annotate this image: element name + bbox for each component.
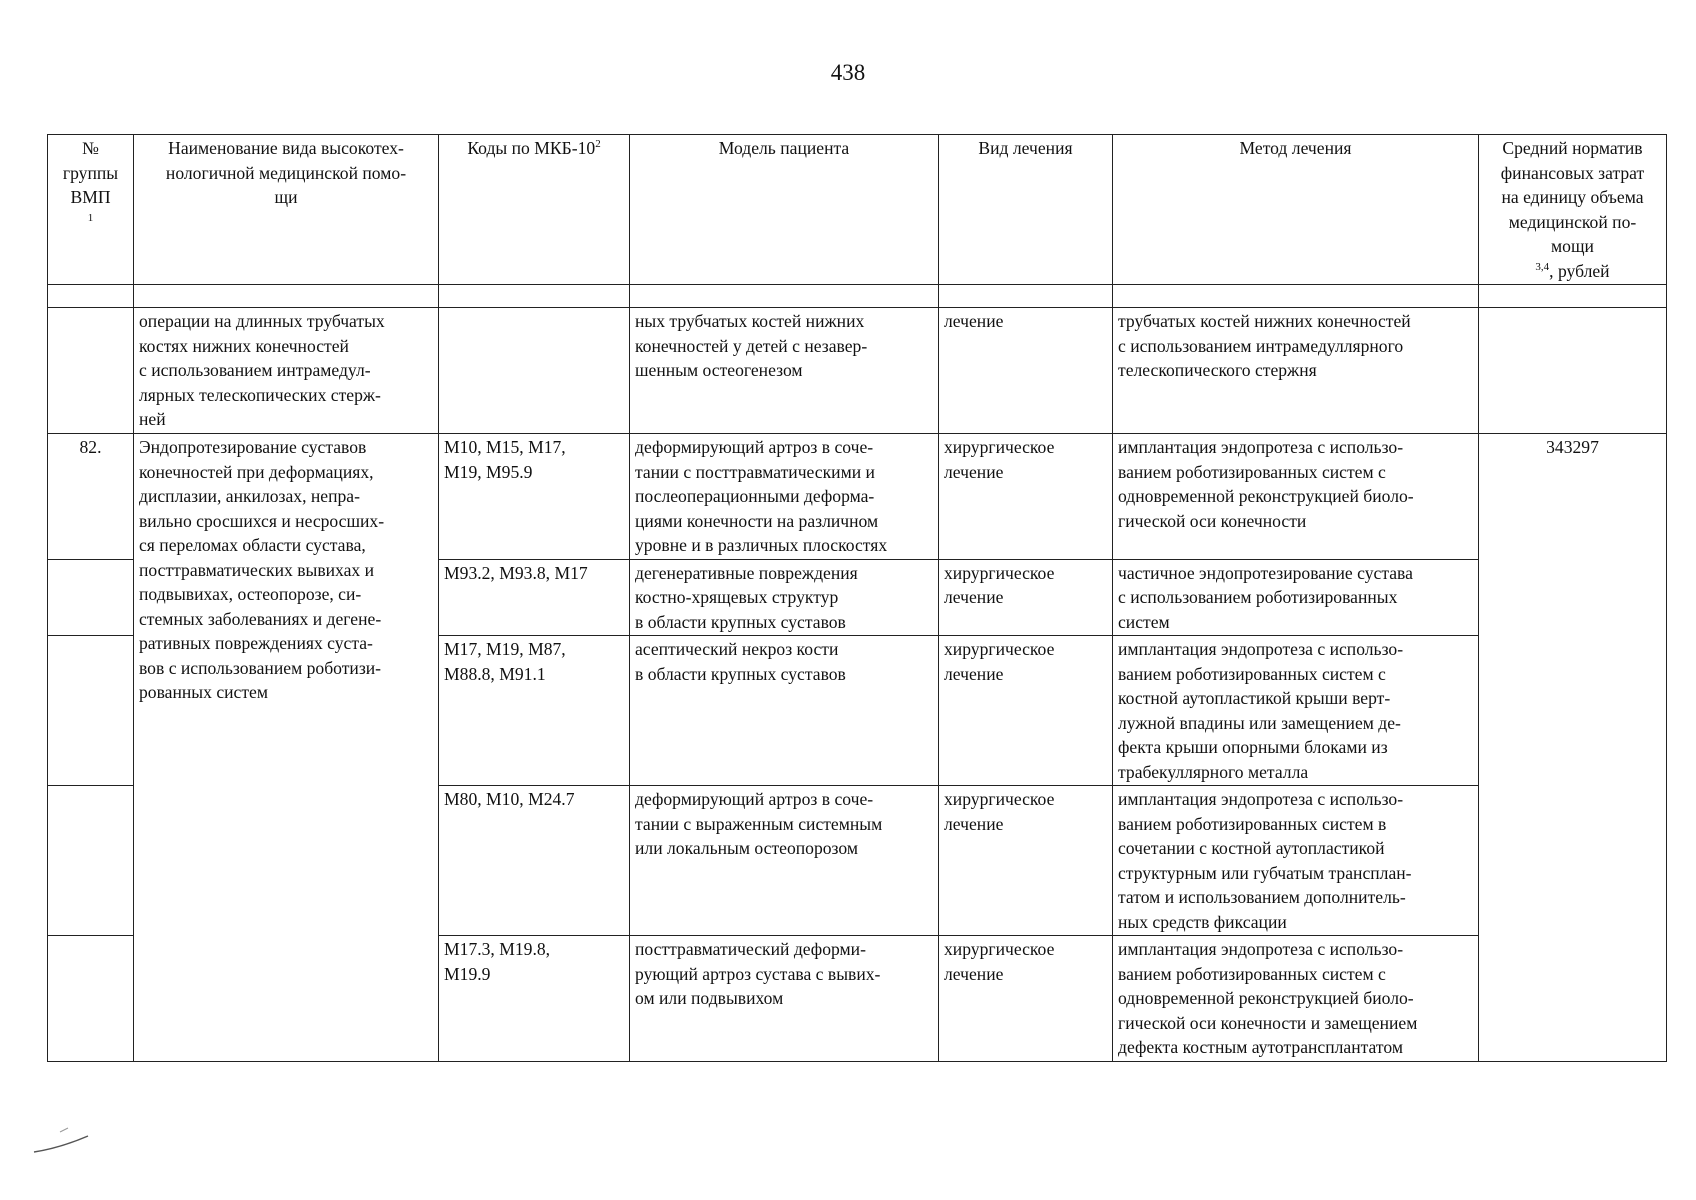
cell-treatment-type: хирургическое лечение (939, 434, 1113, 560)
cell-method: трубчатых костей нижних конечностей с использованием интрамедуллярного телескопического стержня (1113, 308, 1479, 434)
header-codes: Коды по МКБ-$10^2$ (439, 135, 630, 285)
header-cost: Средний норматив финансовых затрат на единицу объема медицинской по- мощи $^{3,4}$, рублей (1479, 135, 1667, 285)
cell-group-no (48, 308, 134, 434)
header-name: Наименование вида высокотех- нологичной медицинской помо- щи (134, 135, 439, 285)
cell-group-no (48, 559, 134, 636)
spacer-cell (48, 285, 134, 308)
spacer-cell (134, 285, 439, 308)
cell-treatment-type: хирургическое лечение (939, 936, 1113, 1062)
spacer-cell (1113, 285, 1479, 308)
spacer-row (48, 285, 1667, 308)
cell-treatment-type: хирургическое лечение (939, 786, 1113, 936)
cell-cost: 343297 (1479, 434, 1667, 1062)
cell-group-no (48, 786, 134, 936)
cell-method: имплантация эндопротеза с использо- ванием роботизированных систем с одновременной реконструкцией биоло- гической оси конечности (1113, 434, 1479, 560)
cell-name: операции на длинных трубчатых костях нижних конечностей с использованием интрамедул- лярных телескопических стерж- ней (134, 308, 439, 434)
cell-method: имплантация эндопротеза с использо- ванием роботизированных систем в сочетании с костной аутопластикой структурным или губчатым трансплан- татом и использованием дополнитель- ных средств фиксации (1113, 786, 1479, 936)
cell-group-no (48, 936, 134, 1062)
cell-method: имплантация эндопротеза с использо- ванием роботизированных систем с одновременной реконструкцией биоло- гической оси конечности и замещением дефекта костным аутотрансплантатом (1113, 936, 1479, 1062)
cell-method: частичное эндопротезирование сустава с использованием роботизированных систем (1113, 559, 1479, 636)
header-method: Метод лечения (1113, 135, 1479, 285)
cell-patient-model: деформирующий артроз в соче- тании с посттравматическими и послеоперационными деформа- циями конечности на различном уровне и в различных плоскостях (630, 434, 939, 560)
cell-treatment-type: хирургическое лечение (939, 559, 1113, 636)
spacer-cell (1479, 285, 1667, 308)
spacer-cell (439, 285, 630, 308)
cell-codes: M17, M19, M87, M88.8, M91.1 (439, 636, 630, 786)
cell-patient-model: деформирующий артроз в соче- тании с выраженным системным или локальным остеопорозом (630, 786, 939, 936)
continuation-row (48, 308, 1667, 434)
cell-name: Эндопротезирование суставов конечностей при деформациях, дисплазии, анкилозах, непра- вильно сросшихся и несросших- ся переломах области сустава, посттравматических вывихах и подвывихах, остеопорозе, си- стемных заболеваниях и дегене- ративных повреждениях суста- вов с использованием роботизи- рованных систем (134, 434, 439, 1062)
page-number: 438 (830, 60, 866, 85)
cell-codes: M80, M10, M24.7 (439, 786, 630, 936)
header-patient-model: Модель пациента (630, 135, 939, 285)
cell-codes: M10, M15, M17, M19, M95.9 (439, 434, 630, 560)
cell-patient-model: асептический некроз кости в области крупных суставов (630, 636, 939, 786)
pen-mark (30, 1120, 100, 1160)
cell-group-no: 82. (48, 434, 134, 560)
cell-patient-model: посттравматический деформи- рующий артроз сустава с вывих- ом или подвывихом (630, 936, 939, 1062)
cell-codes (439, 308, 630, 434)
cell-codes: M17.3, M19.8, M19.9 (439, 936, 630, 1062)
cell-codes: M93.2, M93.8, M17 (439, 559, 630, 636)
cell-method: имплантация эндопротеза с использо- ванием роботизированных систем с костной аутопластикой крыши верт- лужной впадины или замещением де- фекта крыши опорными блоками из трабекуллярного металла (1113, 636, 1479, 786)
cell-patient-model: дегенеративные повреждения костно-хрящевых структур в области крупных суставов (630, 559, 939, 636)
table-row (48, 434, 1667, 560)
cell-cost (1479, 308, 1667, 434)
header-row (48, 135, 1667, 285)
cell-patient-model: ных трубчатых костей нижних конечностей у детей с незавер- шенным остеогенезом (630, 308, 939, 434)
cell-group-no (48, 636, 134, 786)
cell-treatment-type: хирургическое лечение (939, 636, 1113, 786)
header-group-no: № группы ВМП $^1$ (48, 135, 134, 285)
spacer-cell (939, 285, 1113, 308)
cell-treatment-type: лечение (939, 308, 1113, 434)
header-treatment-type: Вид лечения (939, 135, 1113, 285)
spacer-cell (630, 285, 939, 308)
vmp-table (47, 134, 1667, 1062)
